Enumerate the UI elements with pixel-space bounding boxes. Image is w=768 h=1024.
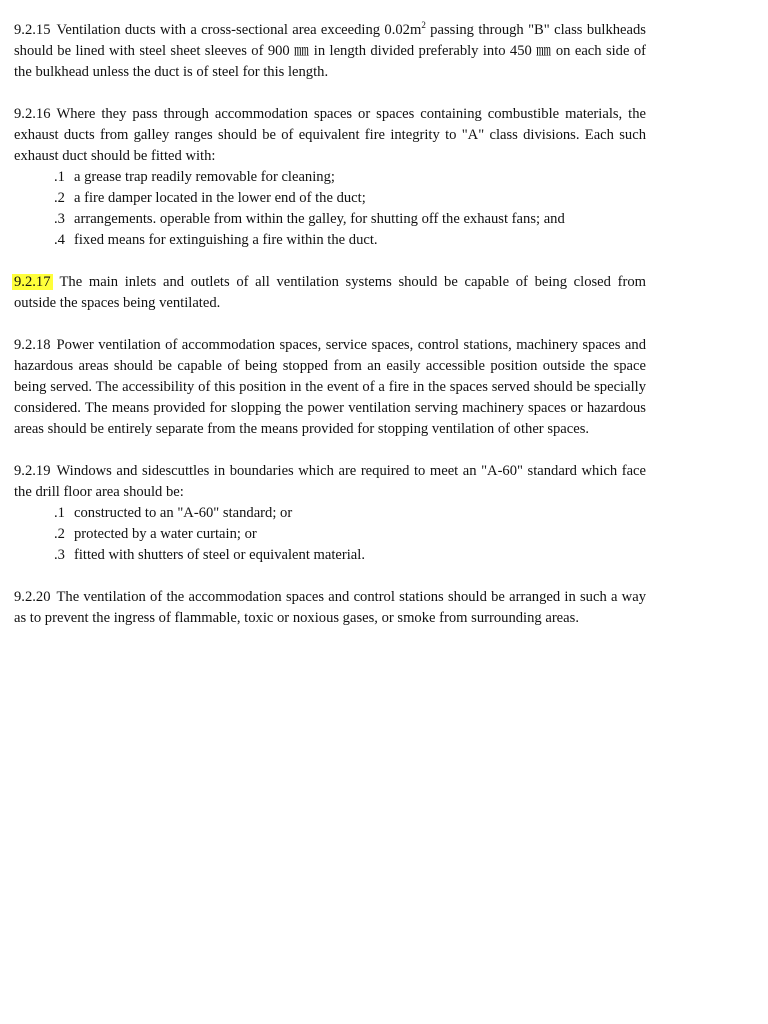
paragraph-9-2-15 bbox=[14, 20, 646, 83]
list-item bbox=[14, 167, 646, 188]
requirement-list bbox=[14, 167, 646, 251]
paragraph-text: The main inlets and outlets of all ventilation systems should be capable of being closed from outside the spaces being ventilated. bbox=[14, 274, 646, 311]
list-item bbox=[14, 503, 646, 524]
list-item-text: protected by a water curtain; or bbox=[74, 526, 257, 542]
paragraph-9-2-17 bbox=[14, 272, 646, 314]
paragraph-text: Windows and sidescuttles in boundaries which are required to meet an "A-60" standard which face the drill floor area should be: bbox=[14, 463, 646, 500]
section-number: 9.2.19 bbox=[14, 463, 51, 479]
paragraph-text: Where they pass through accommodation spaces or spaces containing combustible materials, the exhaust ducts from galley ranges should be of equivalent fire integrity to "A" class divisions. Each such exhaust duct should be fitted with: bbox=[14, 106, 646, 164]
section-number: 9.2.16 bbox=[14, 106, 51, 122]
list-item-text: a grease trap readily removable for cleaning; bbox=[74, 169, 335, 185]
list-marker: .3 bbox=[54, 211, 65, 227]
section-number: 9.2.15 bbox=[14, 22, 51, 38]
paragraph-text: The ventilation of the accommodation spaces and control stations should be arranged in such a way as to prevent the ingress of flammable, toxic or noxious gases, or smoke from surrounding areas. bbox=[14, 589, 646, 626]
list-item bbox=[14, 524, 646, 545]
paragraph-9-2-16 bbox=[14, 104, 646, 251]
section-number: 9.2.18 bbox=[14, 337, 51, 353]
document-page bbox=[14, 20, 646, 650]
superscript: 2 bbox=[421, 20, 426, 31]
paragraph-9-2-19 bbox=[14, 461, 646, 566]
list-marker: .3 bbox=[54, 547, 65, 563]
list-item-text: fixed means for extinguishing a fire within the duct. bbox=[74, 232, 378, 248]
list-item-text: fitted with shutters of steel or equivalent material. bbox=[74, 547, 365, 563]
paragraph-text-continued: passing through "B" class bulkheads should be lined with steel sheet sleeves of 900 ㎜ in length divided preferably into 450 ㎜ on each side of the bulkhead unless the duct is of steel for this length. bbox=[14, 22, 646, 80]
highlighted-section-number: 9.2.17 bbox=[12, 274, 53, 290]
requirement-list bbox=[14, 503, 646, 566]
paragraph-text: Power ventilation of accommodation spaces, service spaces, control stations, machinery spaces and hazardous areas should be capable of being stopped from an easily accessible position outside the space being served. The accessibility of this position in the event of a fire in the spaces served should be specially considered. The means provided for slopping the power ventilation serving machinery spaces or hazardous areas should be entirely separate from the means provided for stopping ventilation of other spaces. bbox=[14, 337, 646, 437]
list-marker: .1 bbox=[54, 169, 65, 185]
list-item-text: constructed to an "A-60" standard; or bbox=[74, 505, 293, 521]
list-item bbox=[14, 545, 646, 566]
list-marker: .4 bbox=[54, 232, 65, 248]
list-item bbox=[14, 209, 646, 230]
list-marker: .2 bbox=[54, 190, 65, 206]
list-item bbox=[14, 188, 646, 209]
list-item-text: a fire damper located in the lower end of the duct; bbox=[74, 190, 366, 206]
list-marker: .1 bbox=[54, 505, 65, 521]
list-item bbox=[14, 230, 646, 251]
list-marker: .2 bbox=[54, 526, 65, 542]
section-number: 9.2.20 bbox=[14, 589, 51, 605]
paragraph-9-2-20 bbox=[14, 587, 646, 629]
list-item-text: arrangements. operable from within the galley, for shutting off the exhaust fans; and bbox=[74, 211, 565, 227]
paragraph-9-2-18 bbox=[14, 335, 646, 440]
paragraph-text: Ventilation ducts with a cross-sectional area exceeding 0.02m bbox=[56, 22, 422, 38]
